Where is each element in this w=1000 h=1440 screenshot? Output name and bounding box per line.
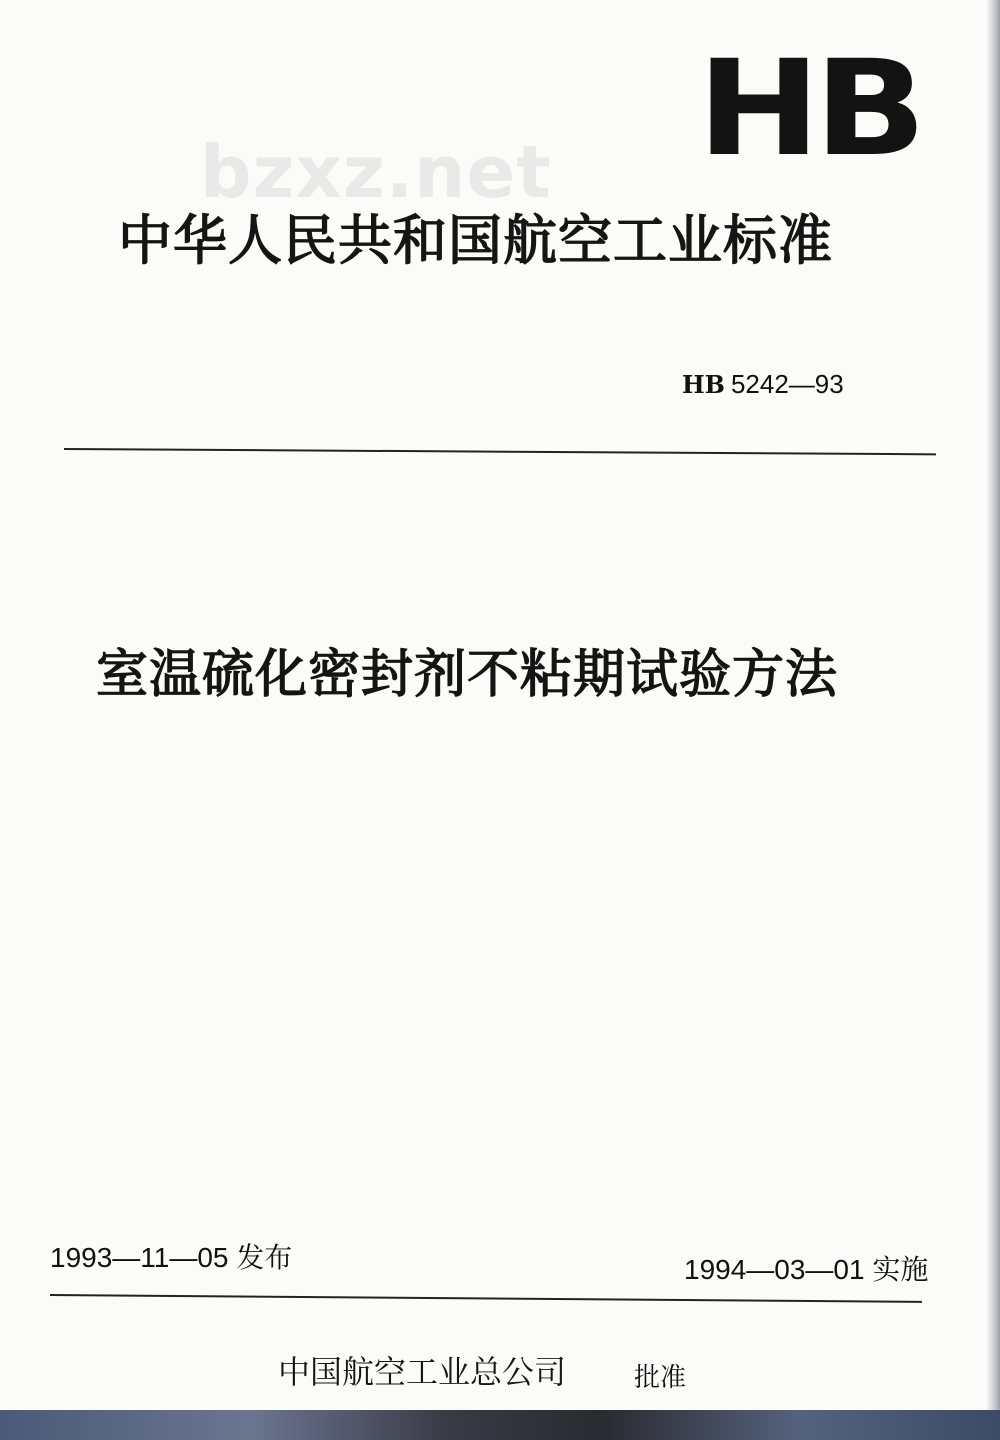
approval-label: 批准 [634,1363,687,1393]
bottom-divider [50,1294,922,1303]
standard-code-number: 5242—93 [730,369,844,399]
standard-title: 中华人民共和国航空工业标准 [118,209,833,272]
implement-date: 1994—03—01 实施 [684,1254,929,1285]
standard-code-prefix: HB [682,370,725,399]
watermark: bzxz.net [200,130,552,214]
document-title: 室温硫化密封剂不粘期试验方法 [96,645,839,705]
standard-code [682,366,882,402]
publish-date: 1993—11—05 发布 [50,1242,293,1273]
issuer-name: 中国航空工业总公司 [278,1353,567,1391]
background-strip [0,1410,1000,1440]
page-edge-shadow [986,0,1000,1410]
top-divider [64,448,936,455]
hb-logo: HB [697,32,920,186]
